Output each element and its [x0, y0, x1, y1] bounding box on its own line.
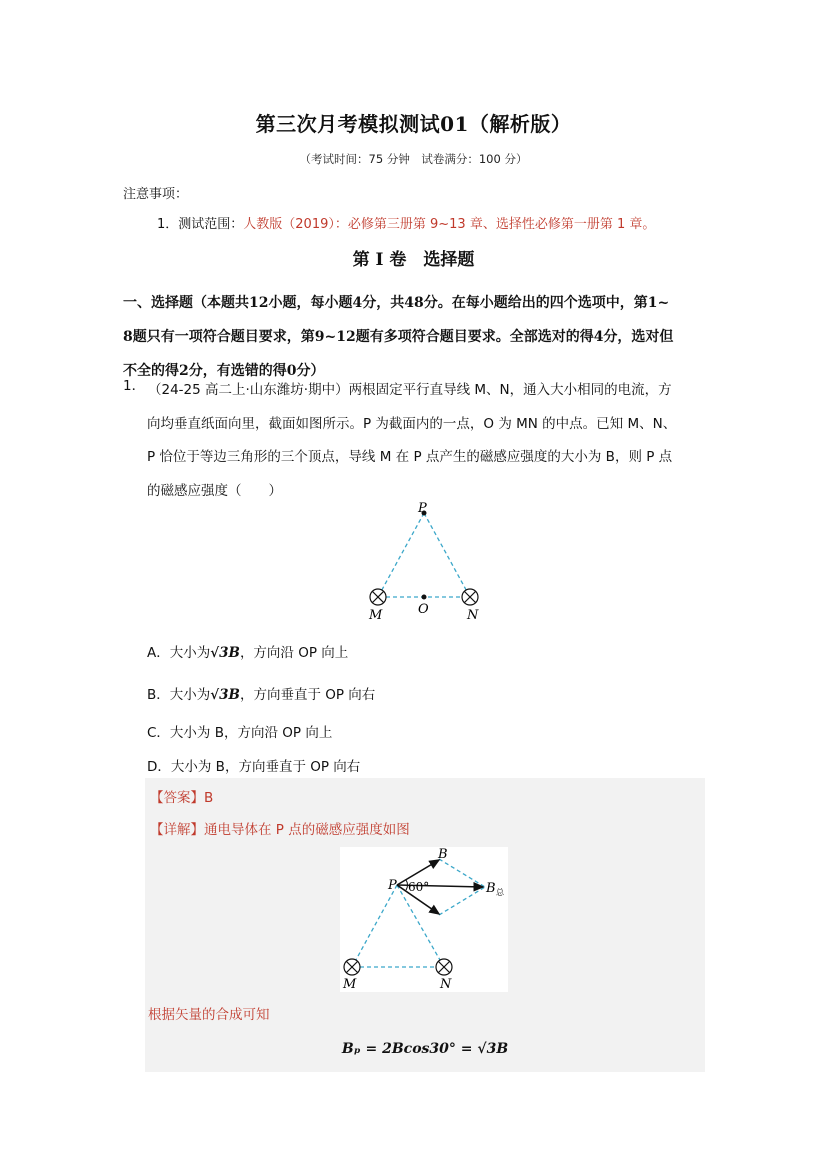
detail-line [150, 818, 410, 838]
stem-line: 向均垂直纸面向里，截面如图所示。P 为截面内的一点，O 为 MN 的中点。已知 M、N、 [147, 415, 677, 432]
wire-m-icon [344, 959, 360, 975]
stem-line: 的磁感应强度（ ） [147, 482, 282, 499]
section-title: 第 I 卷 选择题 [352, 250, 475, 270]
point-o [422, 595, 427, 600]
label-n: N [467, 608, 479, 623]
instruction-line: 不全的得2分，有选错的得0分） [123, 363, 325, 379]
label-o: O [418, 602, 429, 617]
scope-text: 人教版（2019）：必修第三册第 9~13 章、选择性必修第一册第 1 章。 [243, 217, 656, 232]
option-d[interactable] [147, 755, 360, 775]
option-a[interactable] [147, 641, 348, 661]
section-instructions [123, 286, 705, 388]
stem-line: （24-25 高二上·山东潍坊·期中）两根固定平行直导线 M、N，通入大小相同的电流，方 [148, 382, 672, 398]
option-text: B．大小为 [147, 687, 211, 703]
option-text: A．大小为 [147, 645, 211, 661]
parallelogram-bottom [439, 887, 485, 915]
notice-label: 注意事项： [123, 187, 189, 202]
answer-line [150, 786, 213, 806]
side-pn [424, 513, 470, 597]
label-angle: 60° [408, 880, 430, 894]
solution-figure [340, 847, 508, 992]
instruction-line: 一、选择题（本题共12小题，每小题4分，共48分。在每小题给出的四个选项中，第1~ [123, 295, 670, 311]
label-p: P [418, 501, 427, 516]
label-n: N [440, 977, 452, 992]
wire-n-icon [436, 959, 452, 975]
detail-label: 【详解】 [150, 822, 204, 838]
option-b[interactable] [147, 683, 375, 703]
question-figure [360, 500, 490, 625]
side-pm [378, 513, 424, 597]
option-math: √3B [210, 687, 240, 703]
option-math: √3B [210, 645, 240, 661]
solution-basis: 根据矢量的合成可知 [148, 1007, 270, 1023]
label-b: B [438, 847, 448, 862]
question-stem [147, 374, 707, 508]
parallelogram-top [439, 859, 485, 887]
label-m: M [369, 608, 383, 623]
scope-prefix: 1．测试范围： [157, 217, 244, 232]
answer-label: 【答案】 [150, 790, 204, 806]
answer-value: B [204, 790, 214, 806]
label-m: M [343, 977, 357, 992]
wire-n-icon [462, 589, 478, 605]
option-c[interactable] [147, 721, 332, 741]
page-title: 第三次月考模拟测试01（解析版） [255, 112, 572, 136]
instruction-line: 8题只有一项符合题目要求，第9~12题有多项符合题目要求。全部选对的得4分，选对但 [123, 329, 674, 345]
detail-text: 通电导体在 P 点的磁感应强度如图 [204, 822, 410, 838]
wire-m-icon [370, 589, 386, 605]
exam-info: （考试时间：75 分钟 试卷满分：100 分） [299, 152, 528, 166]
label-b-total-subscript: 总 [496, 888, 504, 897]
side-pn [397, 885, 444, 967]
side-pm [352, 885, 397, 967]
question-number: 1． [123, 378, 146, 394]
solution-formula: Bₚ = 2Bcos30° = √3B [341, 1041, 509, 1057]
option-text: C．大小为 B，方向沿 OP 向上 [147, 725, 333, 741]
option-text: ，方向垂直于 OP 向右 [239, 687, 376, 703]
option-text: ，方向沿 OP 向上 [239, 645, 349, 661]
label-b-total: B [486, 881, 496, 896]
stem-line: P 恰位于等边三角形的三个顶点，导线 M 在 P 点产生的磁感应强度的大小为 B，则 P 点 [147, 449, 673, 465]
label-p: P [388, 878, 397, 893]
test-scope [157, 213, 655, 232]
option-text: D．大小为 B，方向垂直于 OP 向右 [147, 759, 361, 775]
